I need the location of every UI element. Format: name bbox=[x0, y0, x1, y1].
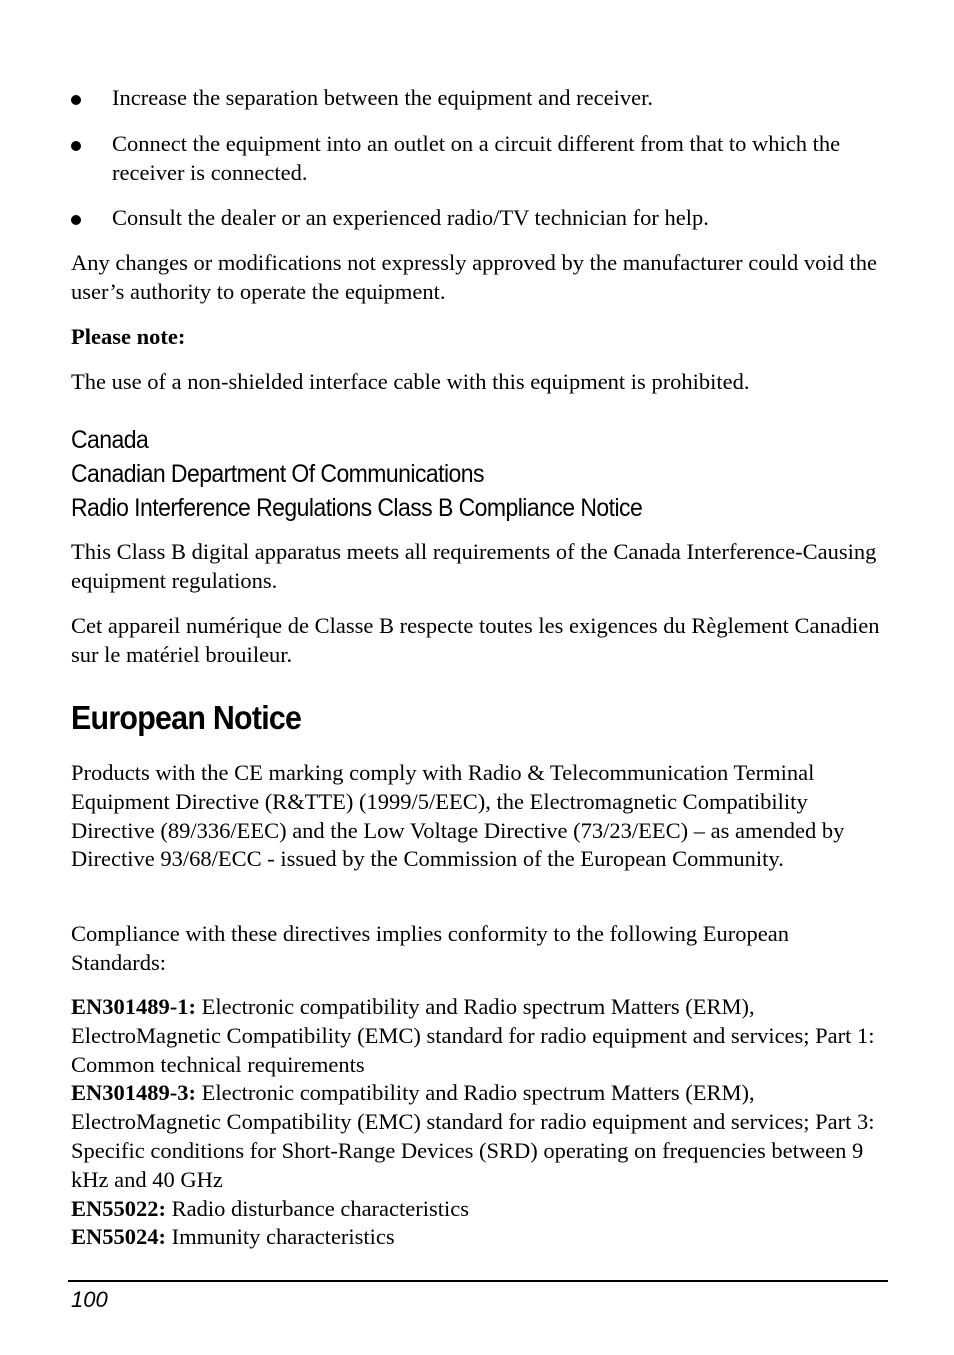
bullet-dot-icon bbox=[71, 141, 81, 151]
please-note-text: The use of a non-shielded interface cable with this equipment is prohibited. bbox=[71, 369, 750, 394]
bullet-dot-icon bbox=[71, 215, 81, 225]
changes-paragraph: Any changes or modifications not expressly approved by the manufacturer could void the user’s authority to operate the equipment. bbox=[71, 250, 878, 304]
standard-description: Immunity characteristics bbox=[166, 1224, 395, 1250]
standard-description: Radio disturbance characteristics bbox=[166, 1195, 470, 1221]
bullet-item bbox=[71, 204, 887, 233]
canada-french-text: Cet appareil numérique de Classe B respecte toutes les exigences du Règlement Canadien sur le matériel brouileur. bbox=[71, 613, 880, 667]
bullet-text: Connect the equipment into an outlet on a circuit different from that to which the receiver is connected. bbox=[112, 130, 841, 185]
bullet-item bbox=[71, 84, 887, 113]
european-notice-heading: European Notice bbox=[71, 699, 302, 736]
canada-heading-line: Canada bbox=[71, 426, 149, 454]
european-paragraph-1: Products with the CE marking comply with Radio & Telecommunication Terminal Equipment Directive (R&TTE) (1999/5/EEC), the Electromagnetic Compatibility Directive (89/336/EEC) and the Low Voltage Directive (73/23/EEC) – as amended by Directive 93/68/ECC - issued by the Commission of the European Community. bbox=[71, 760, 845, 872]
canada-english-text: This Class B digital apparatus meets all requirements of the Canada Interference-Causing equipment regulations. bbox=[71, 539, 877, 593]
standard-code: EN55024: bbox=[71, 1224, 166, 1250]
bullet-text: Increase the separation between the equipment and receiver. bbox=[112, 85, 653, 110]
standard-description: Electronic compatibility and Radio spectrum Matters (ERM), ElectroMagnetic Compatibility (EMC) standard for radio equipment and services; Part 3: Specific conditions for Short-Range Devices (SRD) operating on frequencies between 9 kHz and 40 GHz bbox=[71, 1080, 875, 1192]
standard-entry bbox=[71, 993, 887, 1079]
canada-heading-line: Radio Interference Regulations Class B Compliance Notice bbox=[71, 494, 643, 522]
standard-entry bbox=[71, 1223, 887, 1252]
page-number: 100 bbox=[71, 1287, 108, 1312]
recommendation-bullet-list bbox=[71, 84, 887, 250]
standard-code: EN301489-1: bbox=[71, 994, 196, 1019]
bullet-dot-icon bbox=[71, 95, 81, 105]
standard-entry bbox=[71, 1195, 887, 1224]
standard-entry bbox=[71, 1079, 887, 1194]
canada-heading bbox=[71, 423, 887, 525]
standard-description: Electronic compatibility and Radio spectrum Matters (ERM), ElectroMagnetic Compatibility (EMC) standard for radio equipment and services; Part 1: Common technical requirements bbox=[71, 994, 875, 1077]
bullet-item bbox=[71, 130, 887, 188]
canada-heading-line: Canadian Department Of Communications bbox=[71, 460, 484, 488]
standard-code: EN301489-3: bbox=[71, 1080, 196, 1106]
please-note-label: Please note: bbox=[71, 324, 186, 349]
standard-code: EN55022: bbox=[71, 1195, 166, 1221]
european-paragraph-2: Compliance with these directives implies conformity to the following European Standards: bbox=[71, 921, 789, 975]
standards-list bbox=[71, 993, 887, 1252]
bullet-text: Consult the dealer or an experienced radio/TV technician for help. bbox=[112, 205, 709, 231]
footer-divider bbox=[68, 1280, 888, 1282]
